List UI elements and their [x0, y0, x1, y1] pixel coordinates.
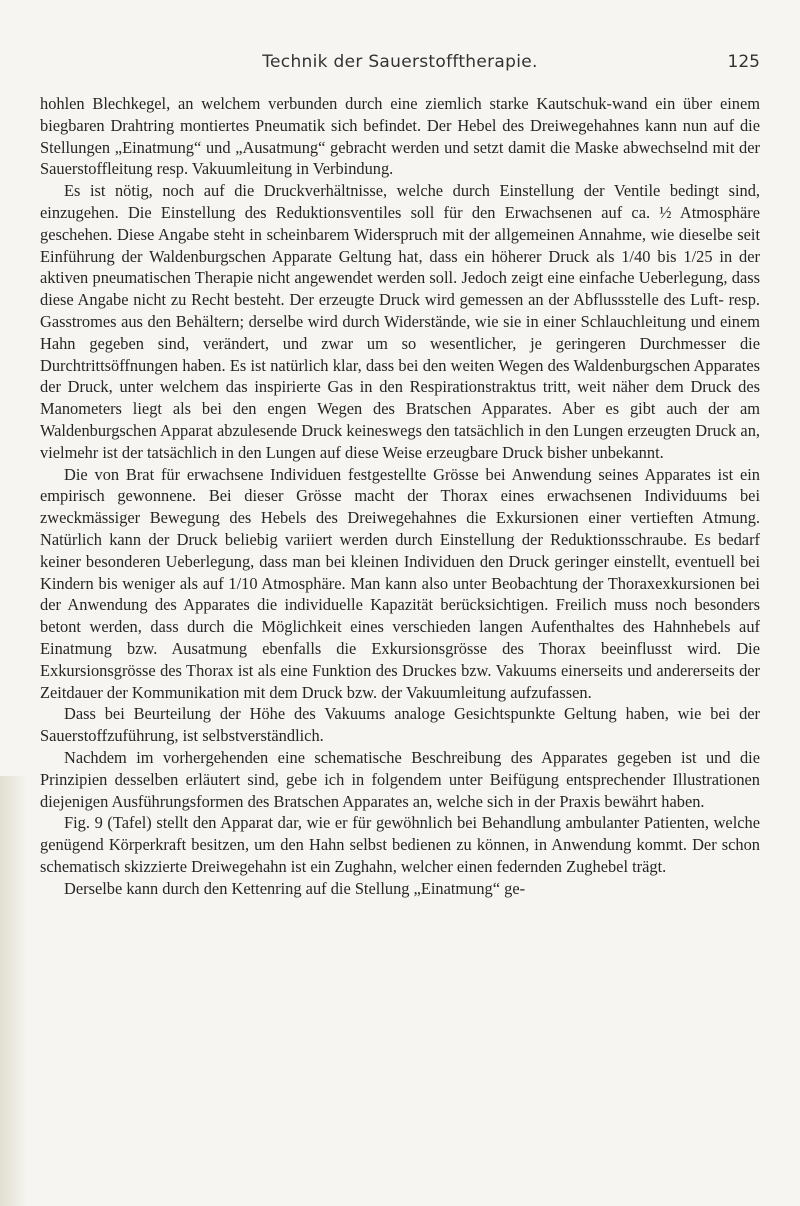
paragraph-continued: hohlen Blechkegel, an welchem verbunden durch eine ziemlich starke Kautschuk-wand ein über einem biegbaren Drahtring montiertes Pneumatik sich befindet. Der Hebel des Dreiwegehahnes kann nun auf die Stellungen „Einatmung“ und „Ausatmung“ gebracht werden und setzt damit die Maske abwechselnd mit der Sauerstoffleitung resp. Vakuumleitung in Verbindung. [40, 94, 760, 179]
page-number: 125 [727, 52, 760, 72]
paragraph: Es ist nötig, noch auf die Druckverhältnisse, welche durch Einstellung der Ventile bedingt sind, einzugehen. Die Einstellung des Reduktionsventiles soll für den Erwachsenen auf ca. ½ Atmosphäre geschehen. Diese Angabe steht in scheinbarem Widerspruch mit der allgemeinen Annahme, wie dieselbe seit Einführung der Waldenburgschen Apparate Geltung hat, dass ein höherer Druck als 1/40 bis 1/25 in der aktiven pneumatischen Therapie nicht angewendet werden soll. Jedoch zeigt eine einfache Ueberlegung, dass diese Angabe nicht zu Recht besteht. Der erzeugte Druck wird gemessen an der Abflussstelle des Luft- resp. Gasstromes aus den Behältern; derselbe wird durch Widerstände, wie sie in einer Schlauchleitung und einem Hahn gegeben sind, verändert, und zwar um so wesentlicher, je geringeren Durchmesser die Durchtrittsöffnungen haben. Es ist natürlich klar, dass bei den weiten Wegen des Waldenburgschen Apparates der Druck, unter welchem das inspirierte Gas in den Respirationstraktus tritt, weit näher dem Druck des Manometers liegt als bei den engen Wegen des Bratschen Apparates. Aber es gibt auch der am Waldenburgschen Apparat abzulesende Druck keineswegs den tatsächlich in den Lungen erzeugten Druck an, vielmehr ist der tatsächlich in den Lungen auf diese Weise erzeugbare Druck bisher unbekannt. [40, 181, 760, 462]
paragraph: Nachdem im vorhergehenden eine schematische Beschreibung des Apparates gegeben ist und die Prinzipien desselben erläutert sind, gebe ich in folgendem unter Beifügung entsprechender Illustrationen diejenigen Ausführungsformen des Bratschen Apparates an, welche sich in der Praxis bewährt haben. [40, 747, 760, 811]
body-text [40, 93, 760, 899]
paragraph: Derselbe kann durch den Kettenring auf die Stellung „Einatmung“ ge- [64, 878, 526, 898]
running-head-title: Technik der Sauerstofftherapie. [262, 52, 538, 72]
paragraph: Dass bei Beurteilung der Höhe des Vakuums analoge Gesichtspunkte Geltung haben, wie bei der Sauerstoffzuführung, ist selbstverständlich. [40, 704, 760, 746]
paragraph: Die von Brat für erwachsene Individuen festgestellte Grösse bei Anwendung seines Apparates ist ein empirisch gewonnene. Bei dieser Grösse macht der Thorax eines erwachsenen Individuums bei zweckmässiger Bewegung des Hebels des Dreiwegehahnes die Exkursionen einer vertieften Atmung. Natürlich kann der Druck beliebig variiert werden durch Einstellung der Reduktionsschraube. Es bedarf keiner besonderen Ueberlegung, dass man bei kleinen Individuen den Druck geringer einstellt, eventuell bei Kindern bis weniger als auf 1/10 Atmosphäre. Man kann also unter Beobachtung der Thoraxexkursionen bei der Anwendung des Apparates die individuelle Kapazität berücksichtigen. Freilich muss noch besonders betont werden, dass durch die Möglichkeit eines verschieden langen Aufenthaltes des Hahnhebels auf Einatmung bzw. Ausatmung ebenfalls die Exkursionsgrösse des Thorax beeinflusst wird. Die Exkursionsgrösse des Thorax ist als eine Funktion des Druckes bzw. Vakuums einerseits und andererseits der Zeitdauer der Kommunikation mit dem Druck bzw. der Vakuumleitung aufzufassen. [40, 464, 760, 702]
paragraph: Fig. 9 (Tafel) stellt den Apparat dar, wie er für gewöhnlich bei Behandlung ambulanter Patienten, welche genügend Körperkraft besitzen, um den Hahn selbst bedienen zu können, in Anwendung kommt. Der schon schematisch skizzierte Dreiwegehahn ist ein Zughahn, welcher einen federnden Zughebel trägt. [40, 813, 760, 876]
paper-shadow [0, 776, 28, 1206]
running-head [40, 52, 760, 74]
